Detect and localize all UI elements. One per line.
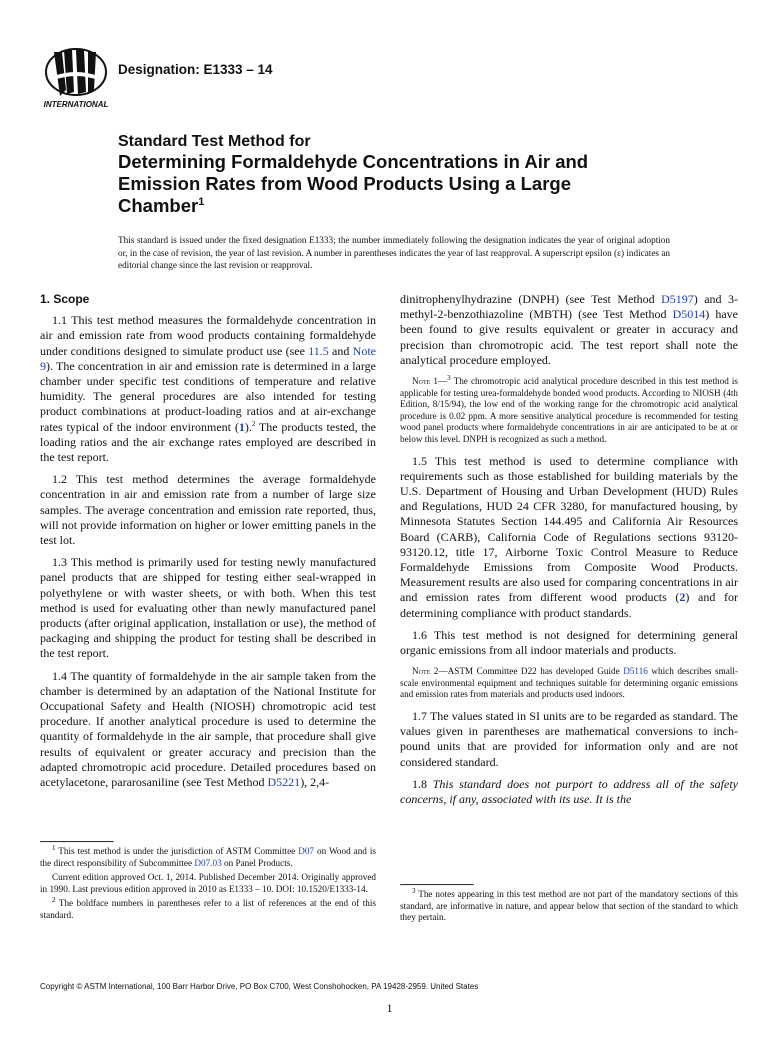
designation: Designation: E1333 – 14 (118, 62, 273, 77)
note-1: Note 1—$^3$ The chromotropic acid analytical procedure described in this test method is applicable for testing urea-formaldehyde bonded wood products. According to NIOSH (4th Edition, 8/15/94), the low end of the working range for the chromotropic acid analytical procedure is 0.02 ppm. A more sensitive analytical procedure is recommended for testing wood panel products where formaldehyde concentrations in air are anticipated to be at or below this level. DNPH is recognized as such a method. (400, 373, 738, 444)
paragraph-1-5: 1.5 This test method is used to determine compliance with requirements such as those established for building materials by the U.S. Department of Housing and Urban Development (HUD) Rules and Regulations, HUD 24 CFR 3280, for manufactured housing, by Minnesota Statutes Section 144.495 and California Air Resources Board (CARB), California Code of Regulations sections 93120-93120.12, title 17, Airborne Toxic Control Measure to Reduce Formaldehyde Emissions from Composite Wood Products. Measurement results are also used for comparing concentrations in air and emission rates from different wood products (2) and for determining compliance with product standards. (400, 453, 738, 620)
note-2: Note 2—ASTM Committee D22 has developed Guide D5116 which describes small-scale environmental equipment and techniques suitable for determining organic emissions and emission rates from materials and products used indoors. (400, 666, 738, 700)
logo-subtext: INTERNATIONAL (43, 100, 109, 109)
link-d5197[interactable]: D5197 (661, 292, 694, 306)
left-footnotes (40, 841, 376, 922)
link-d07[interactable]: D07 (298, 846, 315, 856)
footnote-1-edition: Current edition approved Oct. 1, 2014. Published December 2014. Originally approved in 1990. Last previous edition approved in 2010 as E1333 – 10. DOI: 10.1520/E1333-14. (40, 872, 376, 894)
issuance-note: This standard is issued under the fixed designation E1333; the number immediately following the designation indicates the year of original adoption or, in the case of revision, the year of last revision. A number in parentheses indicates the year of last reapproval. A superscript epsilon (ε) indicates an editorial change since the last revision or reapproval. (118, 235, 670, 271)
link-11-5[interactable]: 11.5 (308, 343, 329, 358)
title-line-4: Chamber (118, 195, 199, 216)
footnote-3: $^3$ The notes appearing in this test method are not part of the mandatory sections of this standard, are informative in nature, and appear below that section of the standard to which they pertain. (400, 886, 738, 923)
paragraph-1-3: 1.3 This method is primarily used for testing newly manufactured panel products that are shipped for testing either seal-wrapped in polyethylene or with waster sheets, or with both. When this test method is used for evaluating other than newly manufactured panel products (after original application, installation or use), the method of packaging and shipping the product for testing shall be described in the test report. (40, 555, 376, 661)
title-footnote-mark: 1 (198, 195, 205, 208)
document-title (118, 132, 718, 217)
astm-logo (40, 46, 112, 110)
right-column (400, 292, 738, 814)
link-d07-03[interactable]: D07.03 (194, 857, 222, 868)
link-d5221[interactable]: D5221 (267, 775, 301, 790)
paragraph-1-7: 1.7 The values stated in SI units are to be regarded as standard. The values given in parentheses are mathematical conversions to inch-pound units that are provided for information only and are not considered standard. (400, 709, 738, 769)
footnote-2: $^2$ The boldface numbers in parentheses refer to a list of references at the end of this standard. (40, 896, 376, 920)
title-line-3: Emission Rates from Wood Products Using a Large (118, 173, 571, 194)
footnote-rule (40, 841, 114, 843)
paragraph-1-6: 1.6 This test method is not designed for determining general organic emissions from all indoor materials and products. (400, 627, 738, 658)
reference-link-1[interactable]: 1 (238, 419, 245, 434)
title-line-2: Determining Formaldehyde Concentrations in Air and (118, 151, 589, 172)
left-column (40, 290, 376, 797)
copyright-line: Copyright © ASTM International, 100 Barr Harbor Drive, PO Box C700, West Conshohocken, PA 19428-2959. United States (40, 982, 479, 991)
link-note-9[interactable]: Note 9 (40, 343, 376, 373)
paragraph-1-8: 1.8 This standard does not purport to address all of the safety concerns, if any, associated with its use. It is the (400, 776, 738, 807)
link-d5014[interactable]: D5014 (672, 307, 706, 322)
page-number: 1 (386, 1001, 393, 1015)
reference-link-2[interactable]: 2 (679, 590, 686, 605)
footnote-rule (400, 884, 474, 886)
paragraph-1-4: 1.4 The quantity of formaldehyde in the air sample taken from the chamber is determined by an adaptation of the National Institute for Occupational Safety and Health (NIOSH) chromotropic acid test procedure. If another analytical procedure is used to determine the quantity of formaldehyde in the air sample, that procedure shall give results of equivalent or greater accuracy and precision than the adapted chromotropic acid procedure. Detailed procedures based on acetylacetone, pararosaniline (see Test Method D5221), 2,4- (40, 668, 376, 790)
footnote-1: $^1$ This test method is under the jurisdiction of ASTM Committee D07 on Wood and is the direct responsibility of Subcommittee D07.03 on Panel Products. (40, 843, 376, 868)
title-line-1: Standard Test Method for (118, 133, 311, 150)
paragraph-1-2: 1.2 This test method determines the average formaldehyde concentration in air and emission rate from a number of large size samples. The average concentration and emission rate reported, thus, will not provide information on higher or lower emitting panels in the test lot. (40, 472, 376, 548)
section-heading-scope: 1. Scope (40, 292, 90, 306)
link-d5116[interactable]: D5116 (623, 666, 648, 677)
paragraph-1-4-continued: dinitrophenylhydrazine (DNPH) (see Test Method D5197) and 3-methyl-2-benzothiazoline (MBTH) (see Test Method D5014) have been found to give results equivalent or greater in accuracy and precision than chromotropic acid. The test report shall note the analytical procedure employed. (400, 292, 738, 367)
paragraph-1-1: 1.1 This test method measures the formaldehyde concentration in air and emission rate from wood products containing formaldehyde under conditions designed to simulate product use (see 11.5 and Note 9). The concentration in air and emission rate is determined in a large chamber under specific test conditions of temperature and relative humidity. The general procedures are also intended for testing product combinations at product-loading ratios and at air-exchange rates typical of the indoor environment (1).$^2$ The products tested, the loading ratios and the air exchange rates employed are described in the test report. (40, 313, 376, 465)
right-footnotes (400, 884, 738, 924)
